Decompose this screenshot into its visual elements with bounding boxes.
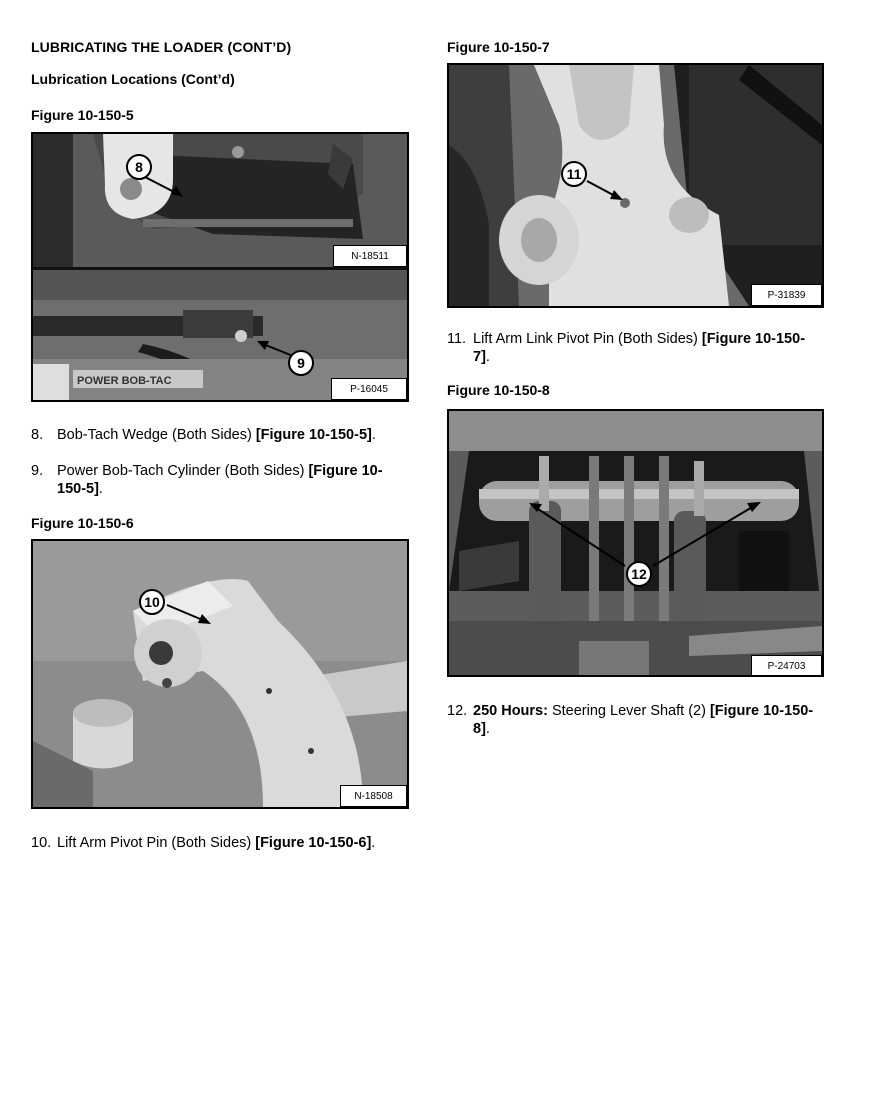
photo-tag: P-31839 bbox=[751, 284, 822, 306]
item-end: . bbox=[371, 835, 376, 851]
list-item bbox=[447, 330, 827, 370]
callout-12: 12 bbox=[626, 561, 652, 587]
photo-tag: N-18511 bbox=[333, 245, 407, 267]
interval-label: 250 Hours: bbox=[473, 703, 548, 719]
figure-6-photo bbox=[31, 539, 409, 809]
figure-reference: [Figure 10-150- bbox=[701, 331, 806, 347]
list-item bbox=[31, 462, 411, 502]
callout-8: 8 bbox=[126, 154, 152, 180]
figure-reference: [Figure 10-150-5] bbox=[255, 427, 372, 443]
item-number: 11. bbox=[447, 331, 467, 347]
item-text: Lift Arm Pivot Pin (Both Sides) bbox=[57, 835, 256, 851]
figure-5-photo bbox=[31, 132, 409, 402]
figure-7-photo bbox=[447, 63, 824, 308]
item-number: 9. bbox=[31, 463, 44, 479]
item-text: Lift Arm Link Pivot Pin (Both Sides) bbox=[473, 331, 702, 347]
figure-8-title: Figure 10-150-8 bbox=[447, 382, 550, 398]
item-number: 12. bbox=[447, 703, 468, 719]
callout-9: 9 bbox=[288, 350, 314, 376]
bob-tach-plate-text: POWER BOB-TAC bbox=[77, 375, 172, 387]
item-text: Power Bob-Tach Cylinder (Both Sides) bbox=[57, 463, 309, 479]
photo-tag: P-24703 bbox=[751, 655, 822, 677]
item-end: . bbox=[485, 721, 490, 737]
figure-5-title: Figure 10-150-5 bbox=[31, 107, 134, 123]
photo-tag: N-18508 bbox=[340, 785, 407, 807]
item-end: . bbox=[98, 481, 103, 497]
item-text: Bob-Tach Wedge (Both Sides) bbox=[57, 427, 256, 443]
figure-8-photo bbox=[447, 409, 824, 677]
figure-reference: 7] bbox=[473, 349, 486, 365]
photo-tag: P-16045 bbox=[331, 378, 407, 400]
figure-reference: [Figure 10- bbox=[308, 463, 383, 479]
figure-6-title: Figure 10-150-6 bbox=[31, 515, 134, 531]
figure-reference: 150-5] bbox=[57, 481, 99, 497]
item-number: 8. bbox=[31, 427, 44, 443]
list-item bbox=[447, 702, 827, 742]
figure-reference: [Figure 10-150-6] bbox=[255, 835, 372, 851]
item-end: . bbox=[371, 427, 376, 443]
section-subtitle: Lubrication Locations (Cont’d) bbox=[31, 71, 235, 87]
callout-10: 10 bbox=[139, 589, 165, 615]
item-text: Steering Lever Shaft (2) bbox=[547, 703, 710, 719]
page-title: LUBRICATING THE LOADER (CONT’D) bbox=[31, 39, 292, 55]
callout-11: 11 bbox=[561, 161, 587, 187]
list-item bbox=[31, 834, 421, 854]
item-end: . bbox=[485, 349, 490, 365]
figure-reference: [Figure 10-150- bbox=[709, 703, 814, 719]
figure-reference: 8] bbox=[473, 721, 486, 737]
figure-7-title: Figure 10-150-7 bbox=[447, 39, 550, 55]
item-number: 10. bbox=[31, 835, 52, 851]
list-item bbox=[31, 426, 411, 446]
